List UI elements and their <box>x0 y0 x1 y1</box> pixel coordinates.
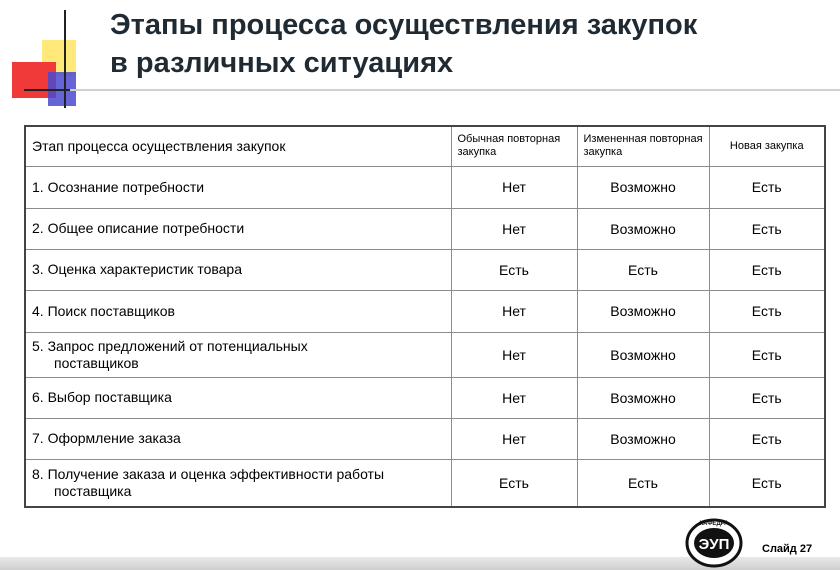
row-stage: 4. Поиск поставщиков <box>25 290 451 332</box>
decor-vertical-line <box>64 10 66 108</box>
cell-regular: Нет <box>451 166 577 208</box>
cell-regular: Нет <box>451 290 577 332</box>
title-line-2: в различных ситуациях <box>110 47 454 79</box>
cell-new: Есть <box>709 208 825 249</box>
cell-new: Есть <box>709 166 825 208</box>
row-stage: 6. Выбор поставщика <box>25 377 451 418</box>
table-row <box>25 249 825 290</box>
cell-regular: Есть <box>451 459 577 507</box>
table-row <box>25 377 825 418</box>
row-stage: 5. Запрос предложений от потенциальных поставщиков <box>25 332 451 377</box>
cell-new: Есть <box>709 377 825 418</box>
table-header-row <box>25 126 825 166</box>
cell-regular: Нет <box>451 418 577 459</box>
logo-ring-text: КАФЕДРА <box>699 521 729 527</box>
table-row <box>25 208 825 249</box>
title-line-1: Этапы процесса осуществления закупок <box>110 9 698 41</box>
cell-regular: Нет <box>451 332 577 377</box>
cell-new: Есть <box>709 290 825 332</box>
cell-modified: Возможно <box>577 166 709 208</box>
table-row <box>25 418 825 459</box>
table-row <box>25 290 825 332</box>
cell-new: Есть <box>709 418 825 459</box>
title-underline <box>70 89 840 91</box>
cell-modified: Возможно <box>577 208 709 249</box>
header-stage: Этап процесса осуществления закупок <box>25 126 451 166</box>
table-row <box>25 459 825 507</box>
header-new-purchase: Новая закупка <box>709 126 825 166</box>
cell-regular: Нет <box>451 208 577 249</box>
cell-modified: Есть <box>577 249 709 290</box>
table-row <box>25 332 825 377</box>
row-stage: 8. Получение заказа и оценка эффективности работы поставщика <box>25 459 451 507</box>
cell-regular: Нет <box>451 377 577 418</box>
cell-modified: Возможно <box>577 377 709 418</box>
slide-number: Слайд 27 <box>762 543 813 555</box>
header-modified-repeat: Измененная повторная закупка <box>577 126 709 166</box>
decor-horizontal-line <box>24 89 70 91</box>
row-stage: 1. Осознание потребности <box>25 166 451 208</box>
cell-regular: Есть <box>451 249 577 290</box>
table-row <box>25 166 825 208</box>
row-stage: 7. Оформление заказа <box>25 418 451 459</box>
cell-new: Есть <box>709 249 825 290</box>
row-stage: 2. Общее описание потребности <box>25 208 451 249</box>
cell-modified: Возможно <box>577 332 709 377</box>
logo-text: ЭУП <box>698 536 730 553</box>
cell-modified: Возможно <box>577 418 709 459</box>
department-logo <box>684 516 744 568</box>
procurement-stages-table <box>24 125 826 508</box>
cell-modified: Возможно <box>577 290 709 332</box>
cell-new: Есть <box>709 332 825 377</box>
cell-new: Есть <box>709 459 825 507</box>
header-regular-repeat: Обычная повторная закупка <box>451 126 577 166</box>
page-title <box>110 6 697 82</box>
row-stage: 3. Оценка характеристик товара <box>25 249 451 290</box>
cell-modified: Есть <box>577 459 709 507</box>
